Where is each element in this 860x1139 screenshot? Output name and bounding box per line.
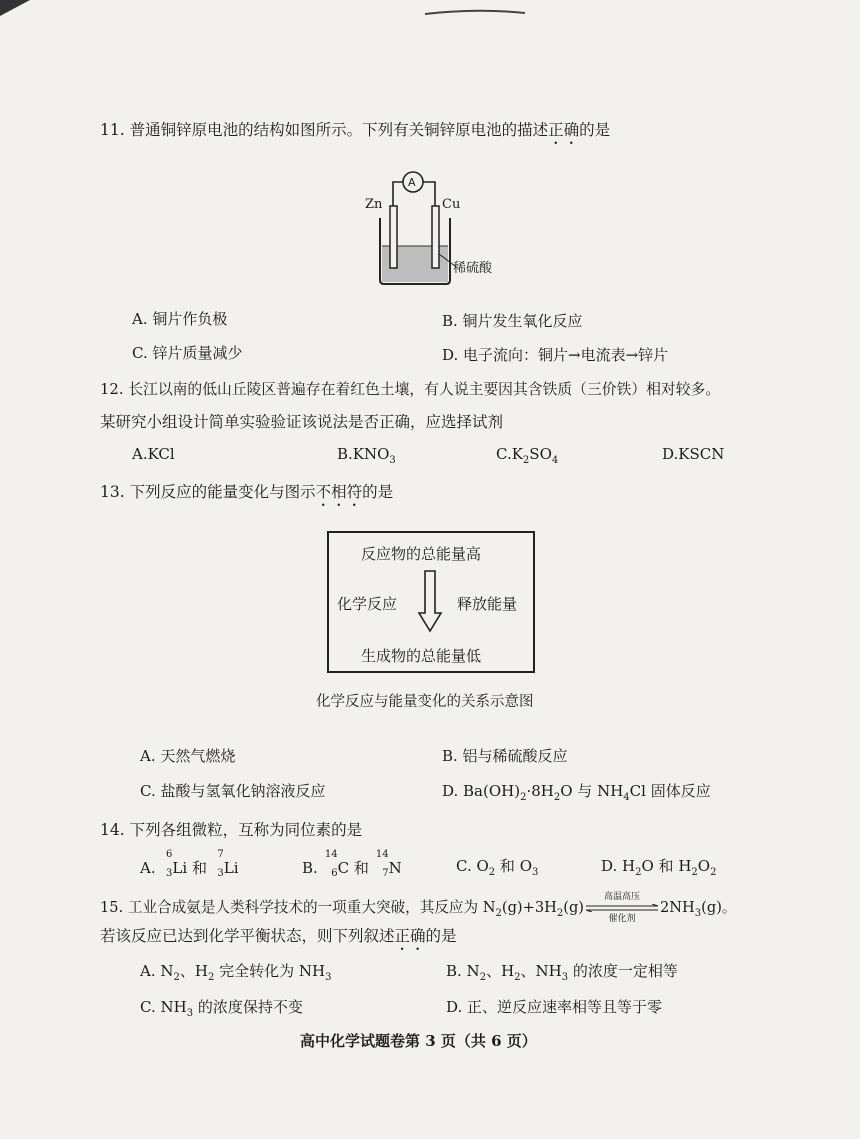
q12-stem-line2: 某研究小组设计简单实验验证该说法是否正确，应选择试剂 (100, 413, 504, 431)
q15-stem-line1: 15. 工业合成氨是人类科学技术的一项重大突破，其反应为 $N_2(g)+3H_2(g)$ 高温高压 催化剂 $2NH_3(g)$。 (100, 892, 737, 924)
diagram-bottom-text: 生成物的总能量低 (361, 647, 482, 665)
q14-option-d: D. $H_2O$ 和 $H_2O_2$ (601, 857, 717, 878)
q15-option-d: D. 正、逆反应速率相等且等于零 (446, 998, 663, 1016)
q13-option-d: D. $Ba(OH)_2\cdot 8H_2O$ 与 $NH_4Cl$ 固体反应 (442, 782, 711, 803)
down-arrow-icon (417, 569, 443, 633)
q11-option-d: D. 电子流向：铜片→电流表→锌片 (442, 346, 669, 364)
q11-option-a: A. 铜片作负极 (132, 310, 228, 328)
q15-option-a: A. $N_2$、$H_2$ 完全转化为 $NH_3$ (140, 962, 332, 983)
diagram-left-text: 化学反应 (337, 595, 398, 613)
q12-option-b: $B.KNO_3$ (337, 445, 396, 466)
top-scratch (420, 6, 530, 18)
q13-option-a: A. 天然气燃烧 (140, 747, 236, 765)
q15-stem-line2: 若该反应已达到化学平衡状态，则下列叙述正确的是 (100, 927, 457, 945)
q13-option-b: B. 铝与稀硫酸反应 (442, 747, 568, 765)
ammeter-label: A (408, 176, 416, 189)
q11-stem: 11. 普通铜锌原电池的结构如图所示。下列有关铜锌原电池的描述正确的是 (100, 121, 611, 139)
q14-option-b: B. 14 6 C 和 14 7 N (302, 849, 402, 879)
q12-option-c: $C.K_2SO_4$ (496, 445, 559, 466)
q14-option-c: C. $O_2$ 和 $O_3$ (456, 857, 539, 878)
q11-option-c: C. 锌片质量减少 (132, 344, 243, 362)
cu-label: Cu (442, 197, 461, 212)
q14-stem: 14. 下列各组微粒，互称为同位素的是 (100, 821, 363, 839)
solution-label: 稀硫酸 (453, 261, 493, 276)
zn-label: Zn (365, 197, 383, 212)
equilibrium-arrow: 高温高压 催化剂 (584, 896, 660, 918)
q15-option-b: B. $N_2$、$H_2$、$NH_3$ 的浓度一定相等 (446, 962, 678, 983)
corner-mark (0, 0, 30, 16)
q11-option-b: B. 铜片发生氧化反应 (442, 312, 583, 330)
diagram-right-text: 释放能量 (457, 595, 518, 613)
q12-option-d: D.KSCN (662, 445, 725, 463)
energy-diagram (327, 531, 535, 673)
q14-option-a: A. 6 3 Li 和 7 3 Li (140, 849, 239, 879)
page-footer: 高中化学试题卷第 3 页（共 6 页） (300, 1032, 537, 1050)
q12-option-a: A.KCl (132, 445, 175, 463)
diagram-top-text: 反应物的总能量高 (361, 545, 482, 563)
q13-stem: 13. 下列反应的能量变化与图示不相符的是 (100, 483, 394, 501)
q15-option-c: C. $NH_3$ 的浓度保持不变 (140, 998, 303, 1019)
q13-option-c: C. 盐酸与氢氧化钠溶液反应 (140, 782, 326, 800)
diagram-caption: 化学反应与能量变化的关系示意图 (316, 694, 534, 710)
q12-stem-line1: 12. 长江以南的低山丘陵区普遍存在着红色土壤，有人说主要因其含铁质（三价铁）相对较多。 (100, 381, 721, 398)
